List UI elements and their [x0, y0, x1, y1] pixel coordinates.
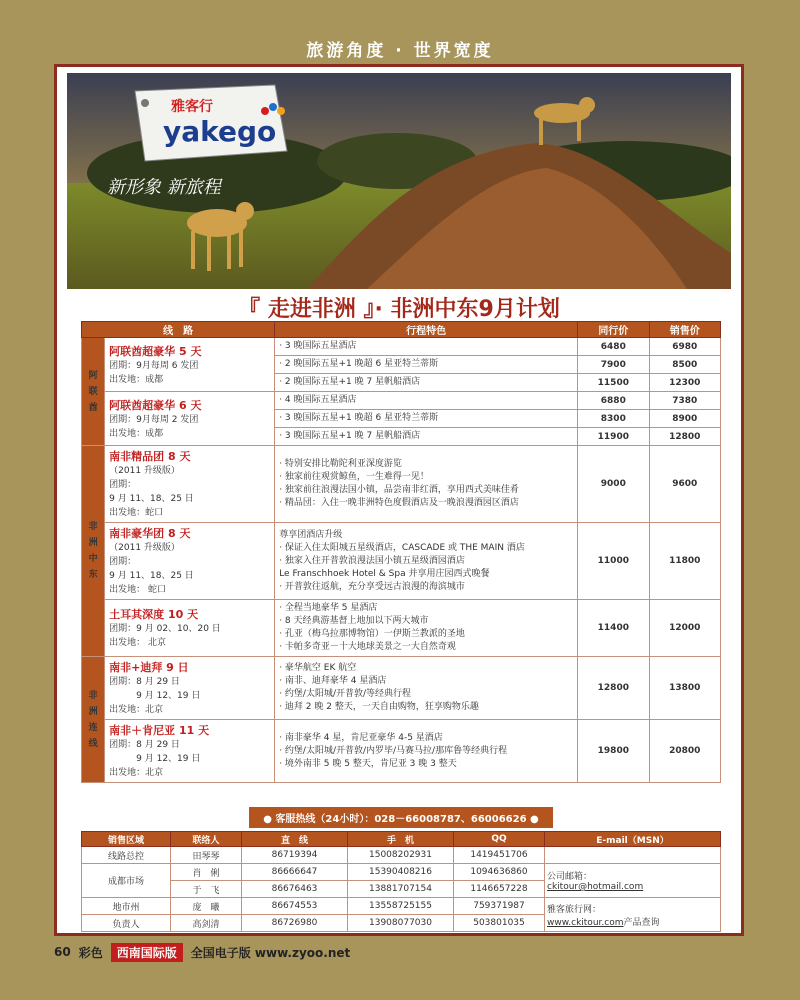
sales-mobile: 13881707154: [348, 881, 454, 898]
route-feature: · 2 晚国际五星+1 晚 7 星帆船酒店: [275, 374, 578, 392]
sales-contact: 田琴琴: [171, 847, 242, 864]
sale-price: 11800: [649, 523, 720, 600]
route-feature: · 2 晚国际五星+1 晚超 6 星亚特兰蒂斯: [275, 356, 578, 374]
route-detail-line: 团期：9 月 02、10、20 日: [109, 624, 221, 634]
company-email-cell: [545, 864, 721, 898]
site-suffix: 产品查询: [623, 917, 660, 928]
sales-area: 线路总控: [82, 847, 171, 864]
peer-price: 11400: [578, 600, 649, 657]
region-label: 非 洲 中 东: [82, 446, 105, 657]
route-detail-line: 出发地：北京: [109, 768, 164, 778]
sales-qq: 1146657228: [454, 881, 545, 898]
yakego-logo-tag: [115, 81, 295, 171]
route-name: 阿联酋超豪华 5 天: [109, 344, 202, 358]
edition-label: 全国电子版 www.zyoo.net: [190, 945, 351, 960]
sale-price: 12800: [649, 428, 720, 446]
route-feature: · 豪华航空 EK 航空 · 南非、迪拜豪华 4 星酒店 · 约堡/太阳城/开普敦/等经典行程 · 迪拜 2 晚 2 整天，一天自由购物，狂享购物乐趣: [275, 657, 578, 720]
peer-price: 7900: [578, 356, 649, 374]
banner-slogan: 新形象 新旅程: [107, 177, 221, 198]
route-name: 土耳其深度 10 天: [109, 608, 199, 621]
route-detail-line: 出发地：北京: [109, 705, 164, 715]
route-row: [82, 392, 721, 410]
route-feature: · 特别安排比勒陀利亚深度游览 · 独家前往观赏鲸鱼，一生难得一见！ · 独家前往浪漫法国小镇，品尝南非红酒，享用西式美味佳肴 · 精品団：入住一晚非洲特色度假酒店及一晚浪漫酒园区酒店: [275, 446, 578, 523]
website-cell: [545, 898, 721, 932]
col-sale-price: 销售价: [649, 322, 720, 338]
sales-contact: 高剑清: [171, 915, 242, 932]
route-info: [105, 657, 275, 720]
sale-price: 13800: [649, 657, 720, 720]
sales-direct: 86676463: [242, 881, 348, 898]
route-detail-line: 9 月 11、18、25 日: [109, 494, 194, 504]
region-label: 阿 联 酋: [82, 338, 105, 446]
route-detail-line: 出发地：成都: [109, 428, 164, 439]
route-feature: · 3 晚国际五星酒店: [275, 338, 578, 356]
site-label: 雅客旅行网：: [547, 904, 602, 915]
sale-price: 12300: [649, 374, 720, 392]
sales-qq: 1094636860: [454, 864, 545, 881]
route-detail-line: 9 月 12、19 日: [109, 754, 201, 764]
page-number: 60: [54, 945, 71, 959]
route-detail-line: 出发地：成都: [109, 374, 164, 385]
col-peer-price: 同行价: [578, 322, 649, 338]
col-qq: QQ: [454, 832, 545, 847]
route-detail-line: 出发地： 北京: [109, 638, 167, 648]
sales-area: 地市州: [82, 898, 171, 915]
route-detail-line: 9 月 12、19 日: [109, 691, 201, 701]
svg-text:雅客行: 雅客行: [171, 99, 213, 115]
route-table-header: [82, 322, 721, 338]
page-header-title: 旅游角度 · 世界宽度: [306, 41, 494, 61]
peer-price: 19800: [578, 720, 649, 783]
route-detail-line: 团期：8 月 29 日: [109, 677, 180, 687]
peer-price: 8300: [578, 410, 649, 428]
col-contact: 联络人: [171, 832, 242, 847]
route-detail-line: 9 月 11、18、25 日: [109, 571, 194, 581]
route-detail-line: 团期：9月每周 2 发团: [109, 414, 199, 425]
route-info: [105, 523, 275, 600]
sale-price: 7380: [649, 392, 720, 410]
route-info: [105, 446, 275, 523]
col-mobile: 手 机: [348, 832, 454, 847]
region-label: 非 洲 连 线: [82, 657, 105, 783]
route-detail-line: 团期：8 月 29 日: [109, 740, 180, 750]
route-detail-line: 出发地： 蛇口: [109, 585, 167, 595]
publisher-badge: 西南国际版: [111, 943, 183, 962]
sale-price: 8900: [649, 410, 720, 428]
sales-contact: 于 飞: [171, 881, 242, 898]
route-detail-line: 团期：: [109, 480, 137, 490]
page-footer: [54, 942, 350, 962]
sales-row: [82, 864, 721, 881]
company-website-link[interactable]: www.ckitour.com: [547, 917, 624, 928]
sales-direct: 86726980: [242, 915, 348, 932]
route-name: 南非+迪拜 9 日: [109, 661, 189, 674]
hotline-bar: [81, 807, 721, 827]
peer-price: 11000: [578, 523, 649, 600]
route-row: [82, 657, 721, 720]
sales-contact-table: [81, 831, 721, 932]
col-email: E-mail（MSN）: [545, 832, 721, 847]
sales-mobile: 13908077030: [348, 915, 454, 932]
sales-direct: 86719394: [242, 847, 348, 864]
route-detail-line: 出发地：蛇口: [109, 508, 164, 518]
peer-price: 11500: [578, 374, 649, 392]
col-features: 行程特色: [275, 322, 578, 338]
svg-text:yakego: yakego: [163, 115, 277, 148]
route-row: [82, 523, 721, 600]
sales-direct: 86666647: [242, 864, 348, 881]
route-info: [105, 720, 275, 783]
route-table: [81, 321, 721, 783]
cheetah-banner-photo: [67, 73, 731, 289]
sale-price: 9600: [649, 446, 720, 523]
sales-qq: 759371987: [454, 898, 545, 915]
col-area: 销售区域: [82, 832, 171, 847]
route-feature: · 3 晚国际五星+1 晚超 6 星亚特兰蒂斯: [275, 410, 578, 428]
main-title: 『 走进非洲 』· 非洲中东9月计划: [238, 297, 560, 322]
sales-row: [82, 847, 721, 864]
route-row: [82, 446, 721, 523]
hotline-text: ● 客服热线（24小时）：028－66008787、66006626 ●: [249, 807, 553, 828]
route-row: [82, 338, 721, 356]
sales-direct: 86674553: [242, 898, 348, 915]
peer-price: 12800: [578, 657, 649, 720]
route-detail-line: （2011 升级版）: [109, 466, 180, 476]
route-name: 阿联酋超豪华 6 天: [109, 398, 202, 412]
route-feature: · 全程当地豪华 5 星酒店 · 8 天经典游基督上地加以下两大城市 · 孔亚（梅乌拉那博物馆）一伊斯兰教派的圣地 · 卡帕多奇亚－十大地球美景之一大自然奇观: [275, 600, 578, 657]
peer-price: 9000: [578, 446, 649, 523]
route-info: [105, 600, 275, 657]
route-name: 南非精品团 8 天: [109, 450, 191, 463]
route-feature: · 南非豪华 4 星，肯尼亚豪华 4-5 星酒店 · 约堡/太阳城/开普敦/内罗毕/马赛马拉/那库鲁等经典行程 · 境外南非 5 晚 5 整天，肯尼亚 3 晚 3 整天: [275, 720, 578, 783]
sales-qq: 1419451706: [454, 847, 545, 864]
ad-frame: [54, 64, 744, 936]
sales-contact: 肖 俐: [171, 864, 242, 881]
route-row: [82, 600, 721, 657]
route-info: [105, 338, 275, 392]
col-route: 线 路: [82, 322, 275, 338]
sales-contact: 庞 曦: [171, 898, 242, 915]
sales-row: [82, 898, 721, 915]
company-email[interactable]: ckitour@hotmail.com: [547, 882, 644, 892]
sale-price: 8500: [649, 356, 720, 374]
peer-price: 6480: [578, 338, 649, 356]
peer-price: 11900: [578, 428, 649, 446]
peer-price: 6880: [578, 392, 649, 410]
sales-mobile: 13558725155: [348, 898, 454, 915]
color-label: 彩色: [78, 945, 103, 960]
sales-mobile: 15390408216: [348, 864, 454, 881]
route-feature: · 4 晚国际五星酒店: [275, 392, 578, 410]
route-name: 南非豪华团 8 天: [109, 527, 191, 540]
sales-area: 负责人: [82, 915, 171, 932]
sale-price: 12000: [649, 600, 720, 657]
route-feature: 尊享团酒店升级 · 保证入住太阳城五星级酒店，CASCADE 或 THE MAIN 酒店 · 独家入住开普敦浪漫法国小镇五星级酒园酒店 Le Franschhoek Hotel & Spa 并享用庄园西式晚餐 · 开普敦往返航，充分享受远古浪漫的海滨城市: [275, 523, 578, 600]
sales-area: 成都市场: [82, 864, 171, 898]
sale-price: 20800: [649, 720, 720, 783]
route-feature: · 3 晚国际五星+1 晚 7 星帆船酒店: [275, 428, 578, 446]
sale-price: 6980: [649, 338, 720, 356]
route-detail-line: 团期：: [109, 557, 137, 567]
route-name: 南非＋肯尼亚 11 天: [109, 724, 210, 737]
route-info: [105, 392, 275, 446]
sales-mobile: 15008202931: [348, 847, 454, 864]
email-label: 公司邮箱：: [547, 872, 593, 882]
route-detail-line: 团期：9月每周 6 发团: [109, 360, 199, 371]
col-direct: 直 线: [242, 832, 348, 847]
route-detail-line: （2011 升级版）: [109, 543, 180, 553]
sales-qq: 503801035: [454, 915, 545, 932]
route-row: [82, 720, 721, 783]
